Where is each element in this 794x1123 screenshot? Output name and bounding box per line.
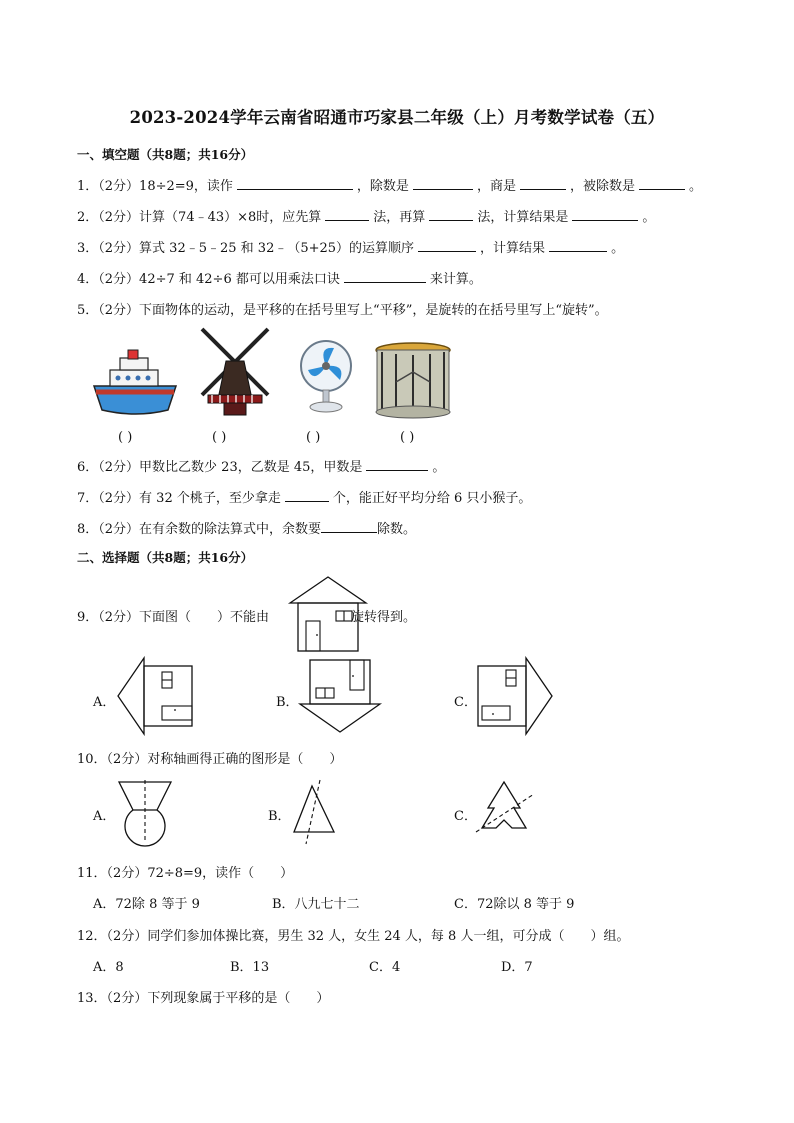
house-figure [288, 575, 368, 653]
option-d[interactable]: D．7 [501, 960, 533, 975]
answer-blank[interactable] [366, 458, 428, 471]
answer-blank[interactable] [572, 208, 638, 221]
answer-blank[interactable] [520, 177, 566, 190]
electric-fan-image [298, 340, 354, 414]
question-8: 8．（2分）在有余数的除法算式中，余数要 除数。 [77, 522, 417, 537]
question-4: 4．（2分）42÷7 和 42÷6 都可以用乘法口诀 来计算。 [77, 272, 482, 287]
answer-paren[interactable]: ( ) [400, 430, 415, 445]
option-a[interactable]: A．72除 8 等于 9 [93, 897, 200, 912]
windmill-image [198, 325, 272, 417]
page-title: 2023-2024学年云南省昭通市巧家县二年级（上）月考数学试卷（五） [129, 108, 665, 127]
house-rotated-left-figure [116, 656, 194, 736]
option-a[interactable]: A． [93, 695, 116, 710]
question-11: 11．（2分）72÷8=9，读作（ ） [77, 866, 294, 881]
answer-blank[interactable] [549, 239, 607, 252]
option-c[interactable]: C．4 [369, 960, 401, 975]
arrow-shape-figure [474, 780, 536, 842]
answer-blank[interactable] [344, 270, 426, 283]
cup-shape-figure [117, 780, 173, 842]
question-9: 9．（2分）下面图（ ）不能由 旋转得到。 [77, 610, 417, 625]
answer-blank[interactable] [418, 239, 476, 252]
question-10: 10．（2分）对称轴画得正确的图形是（ ） [77, 752, 343, 767]
question-3: 3．（2分）算式 32﹣5﹣25 和 32﹣（5+25）的运算顺序 ，计算结果 。 [77, 241, 625, 256]
answer-blank[interactable] [285, 489, 329, 502]
option-c[interactable]: C． [454, 809, 477, 824]
answer-blank[interactable] [413, 177, 473, 190]
question-7: 7．（2分）有 32 个桃子，至少拿走 个，能正好平均分给 6 只小猴子。 [77, 491, 532, 506]
section-fill-blank-heading: 一、填空题（共8题；共16分） [77, 147, 254, 162]
option-b[interactable]: B．八九七十二 [272, 897, 360, 912]
answer-blank[interactable] [237, 177, 353, 190]
question-13: 13．（2分）下列现象属于平移的是（ ） [77, 991, 330, 1006]
answer-paren[interactable]: ( ) [118, 430, 133, 445]
question-5: 5．（2分）下面物体的运动，是平移的在括号里写上“平移”，是旋转的在括号里写上“旋转”。 [77, 303, 608, 318]
option-a[interactable]: A．8 [93, 960, 124, 975]
option-b[interactable]: B． [268, 809, 291, 824]
option-c[interactable]: C． [454, 695, 477, 710]
answer-paren[interactable]: ( ) [212, 430, 227, 445]
house-rotated-right-figure [476, 656, 554, 736]
ship-image [92, 348, 178, 418]
answer-blank[interactable] [639, 177, 685, 190]
house-upside-down-figure [298, 658, 382, 734]
question-12: 12．（2分）同学们参加体操比赛，男生 32 人，女生 24 人，每 8 人一组，可分成（ ）组。 [77, 929, 630, 944]
triangle-figure [290, 778, 342, 846]
option-a[interactable]: A． [93, 809, 116, 824]
answer-paren[interactable]: ( ) [306, 430, 321, 445]
revolving-door-image [374, 342, 452, 420]
answer-blank[interactable] [321, 520, 377, 533]
section-choice-heading: 二、选择题（共8题；共16分） [77, 550, 254, 565]
answer-blank[interactable] [429, 208, 473, 221]
question-2: 2．（2分）计算（74﹣43）×8时，应先算 法，再算 法，计算结果是 。 [77, 210, 656, 225]
question-6: 6．（2分）甲数比乙数少 23，乙数是 45，甲数是 。 [77, 460, 446, 475]
answer-blank[interactable] [325, 208, 369, 221]
option-b[interactable]: B． [276, 695, 299, 710]
question-1: 1．（2分）18÷2=9，读作 ，除数是 ，商是 ，被除数是 。 [77, 179, 702, 194]
option-b[interactable]: B．13 [230, 960, 270, 975]
option-c[interactable]: C．72除以 8 等于 9 [454, 897, 575, 912]
